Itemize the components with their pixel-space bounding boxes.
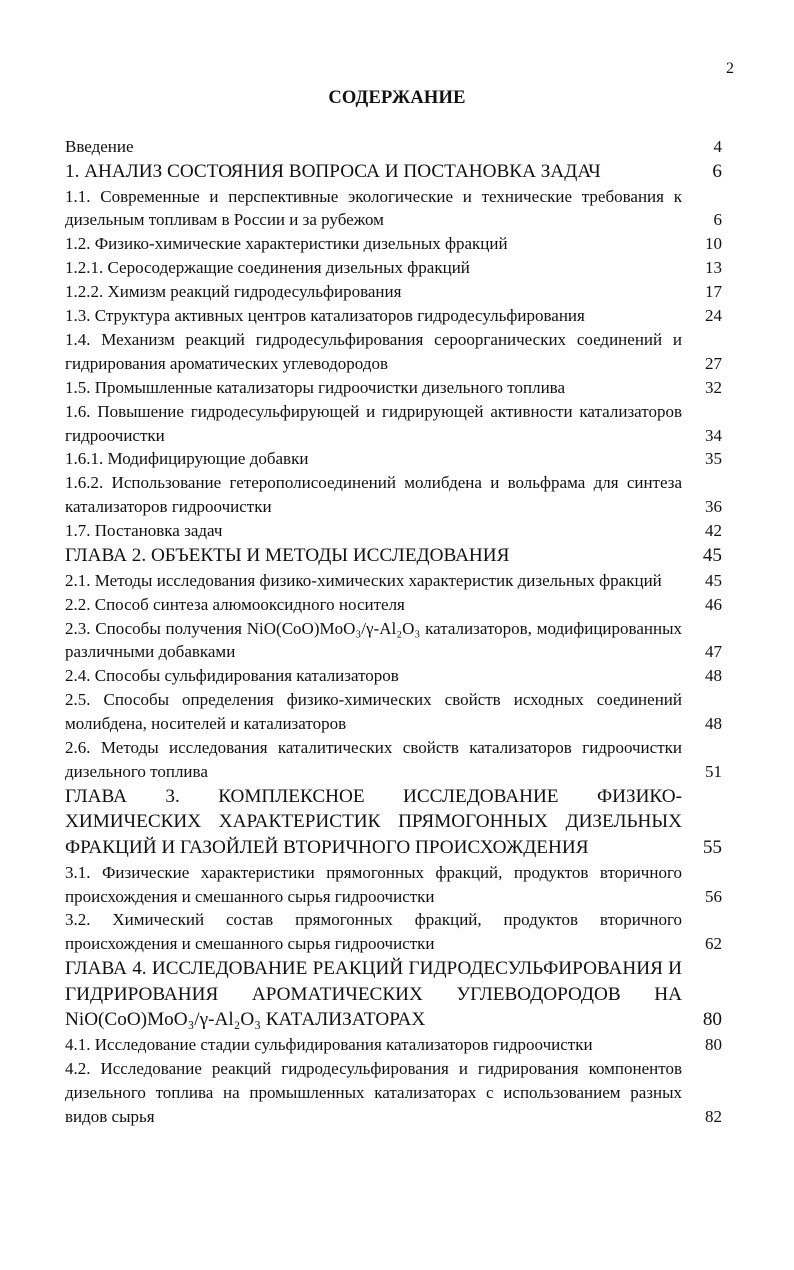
toc-entry-4-1[interactable] (65, 1033, 725, 1057)
toc-entry-chapter-3[interactable] (65, 784, 725, 861)
toc-entry-text: 1. АНАЛИЗ СОСТОЯНИЯ ВОПРОСА И ПОСТАНОВКА ЗАДАЧ (65, 160, 601, 182)
toc-entry-page: 45 (702, 545, 722, 567)
toc-entry-page: 24 (705, 306, 722, 326)
toc-entry-1-5[interactable] (65, 376, 725, 400)
toc-entry-text: 3.1. Физические характеристики прямогонных фракций, продуктов вторичного происхождения и смешанного сырья гидроочистки (65, 862, 682, 906)
toc-entry-page: 62 (705, 934, 722, 954)
toc-entry-1-6-2[interactable] (65, 471, 725, 519)
toc-entry-text: 1.3. Структура активных центров катализаторов гидродесульфирования (65, 306, 585, 326)
toc-entry-text: ГЛАВА 3. КОМПЛЕКСНОЕ ИССЛЕДОВАНИЕ ФИЗИКО-ХИМИЧЕСКИХ ХАРАКТЕРИСТИК ПРЯМОГОННЫХ ДИЗЕЛЬНЫХ ФРАКЦИЙ И ГАЗОЙЛЕЙ ВТОРИЧНОГО ПРОИСХОЖДЕНИЯ (65, 785, 682, 859)
toc-entry-page: 35 (705, 449, 722, 469)
toc-entry-1-6[interactable] (65, 400, 725, 448)
toc-entry-page: 46 (705, 594, 722, 614)
toc-entry-text: 1.1. Современные и перспективные экологические и технические требования к дизельным топливам в России и за рубежом (65, 186, 682, 230)
toc-entry-text: 2.6. Методы исследования каталитических свойств катализаторов гидроочистки дизельного топлива (65, 738, 682, 781)
toc-entry-page: 55 (702, 837, 722, 859)
toc-entry-2-2[interactable] (65, 593, 725, 617)
toc-entry-page: 48 (705, 666, 722, 686)
toc-entry-text: 1.6. Повышение гидродесульфирующей и гидрирующей активности катализаторов гидроочистки (65, 401, 682, 445)
toc-entry-page: 56 (705, 886, 722, 906)
toc-entry-text: 4.2. Исследование реакций гидродесульфирования и гидрирования компонентов дизельного топлива на промышленных катализаторах с использованием разных видов сырья (65, 1058, 682, 1126)
toc-entry-text: 1.7. Постановка задач (65, 521, 223, 541)
toc-entry-text: Введение (65, 137, 134, 156)
toc-entry-page: 6 (713, 210, 722, 230)
toc-entry-page: 45 (705, 570, 722, 590)
toc-entry-1-4[interactable] (65, 328, 725, 376)
toc-entry-page: 32 (705, 377, 722, 397)
toc-entry-text: 3.2. Химический состав прямогонных фракций, продуктов вторичного происхождения и смешанного сырья гидроочистки (65, 910, 682, 954)
toc-entry-text: 1.4. Механизм реакций гидродесульфирования сероорганических соединений и гидрирования ароматических углеводородов (65, 329, 682, 373)
toc-entry-text: 1.5. Промышленные катализаторы гидроочистки дизельного топлива (65, 377, 566, 397)
toc-entry-page: 27 (705, 353, 722, 373)
toc-entry-text: 4.1. Исследование стадии сульфидирования катализаторов гидроочистки (65, 1035, 593, 1055)
toc-entry-3-1[interactable] (65, 861, 725, 909)
toc-entry-page: 47 (705, 642, 722, 662)
toc-entry-2-3[interactable] (65, 617, 725, 665)
toc-entry-page: 17 (705, 282, 722, 302)
toc-entry-page: 36 (705, 497, 722, 517)
toc-entry-1-2-2[interactable] (65, 280, 725, 304)
toc-entry-text: 2.2. Способ синтеза алюмооксидного носителя (65, 594, 405, 614)
toc-entry-1-6-1[interactable] (65, 447, 725, 471)
toc-entry-4-2[interactable] (65, 1057, 725, 1129)
toc-entry-chapter-1[interactable] (65, 159, 725, 185)
toc-entry-2-5[interactable] (65, 688, 725, 736)
toc-entry-chapter-2[interactable] (65, 543, 725, 569)
toc-entry-1-2-1[interactable] (65, 256, 725, 280)
toc-entry-introduction[interactable] (65, 135, 725, 159)
toc-entry-1-2[interactable] (65, 232, 725, 256)
toc-entry-page: 13 (705, 258, 722, 278)
toc-entry-2-6[interactable] (65, 736, 725, 784)
toc-entry-1-3[interactable] (65, 304, 725, 328)
page-title: СОДЕРЖАНИЕ (328, 88, 466, 108)
toc-entry-text: 2.3. Способы получения NiO(CoO)MoO₃/γ-Al₂O₃ катализаторов, модифицированных различными добавками (65, 618, 682, 662)
toc-entry-text: 1.6.2. Использование гетерополисоединений молибдена и вольфрама для синтеза катализаторов гидроочистки (65, 473, 682, 517)
toc-entry-2-1[interactable] (65, 569, 725, 593)
toc-entry-text: 1.2. Физико-химические характеристики дизельных фракций (65, 234, 508, 254)
toc-entry-text: ГЛАВА 4. ИССЛЕДОВАНИЕ РЕАКЦИЙ ГИДРОДЕСУЛЬФИРОВАНИЯ И ГИДРИРОВАНИЯ АРОМАТИЧЕСКИХ УГЛЕВОДОРОДОВ НА NiO(CoO)MoO₃/γ-Al₂O₃ КАТАЛИЗАТОРАХ (65, 958, 682, 1031)
toc-entry-page: 82 (705, 1106, 722, 1126)
toc-entry-page: 80 (705, 1035, 722, 1055)
toc-entry-1-1[interactable] (65, 185, 725, 233)
toc-entry-page: 42 (705, 521, 722, 541)
toc-entry-text: 1.6.1. Модифицирующие добавки (65, 449, 309, 469)
toc-entry-text: 2.5. Способы определения физико-химических свойств исходных соединений молибдена, носителей и катализаторов (65, 690, 682, 734)
toc-entry-3-2[interactable] (65, 908, 725, 956)
table-of-contents (65, 135, 725, 1129)
toc-entry-page: 80 (702, 1009, 722, 1031)
toc-entry-page: 51 (705, 761, 722, 781)
toc-entry-text: 2.4. Способы сульфидирования катализаторов (65, 666, 399, 686)
toc-entry-page: 10 (705, 234, 722, 254)
page-number: 2 (726, 60, 734, 77)
toc-entry-1-7[interactable] (65, 519, 725, 543)
toc-entry-chapter-4[interactable] (65, 956, 725, 1033)
toc-entry-text: 2.1. Методы исследования физико-химических характеристик дизельных фракций (65, 570, 662, 590)
toc-entry-text: ГЛАВА 2. ОБЪЕКТЫ И МЕТОДЫ ИССЛЕДОВАНИЯ (65, 545, 510, 567)
toc-entry-2-4[interactable] (65, 664, 725, 688)
toc-entry-text: 1.2.2. Химизм реакций гидродесульфирования (65, 282, 402, 302)
toc-entry-page: 34 (705, 425, 722, 445)
toc-entry-page: 4 (713, 137, 722, 156)
toc-entry-text: 1.2.1. Серосодержащие соединения дизельных фракций (65, 258, 470, 278)
toc-entry-page: 6 (712, 160, 722, 182)
toc-entry-page: 48 (705, 714, 722, 734)
